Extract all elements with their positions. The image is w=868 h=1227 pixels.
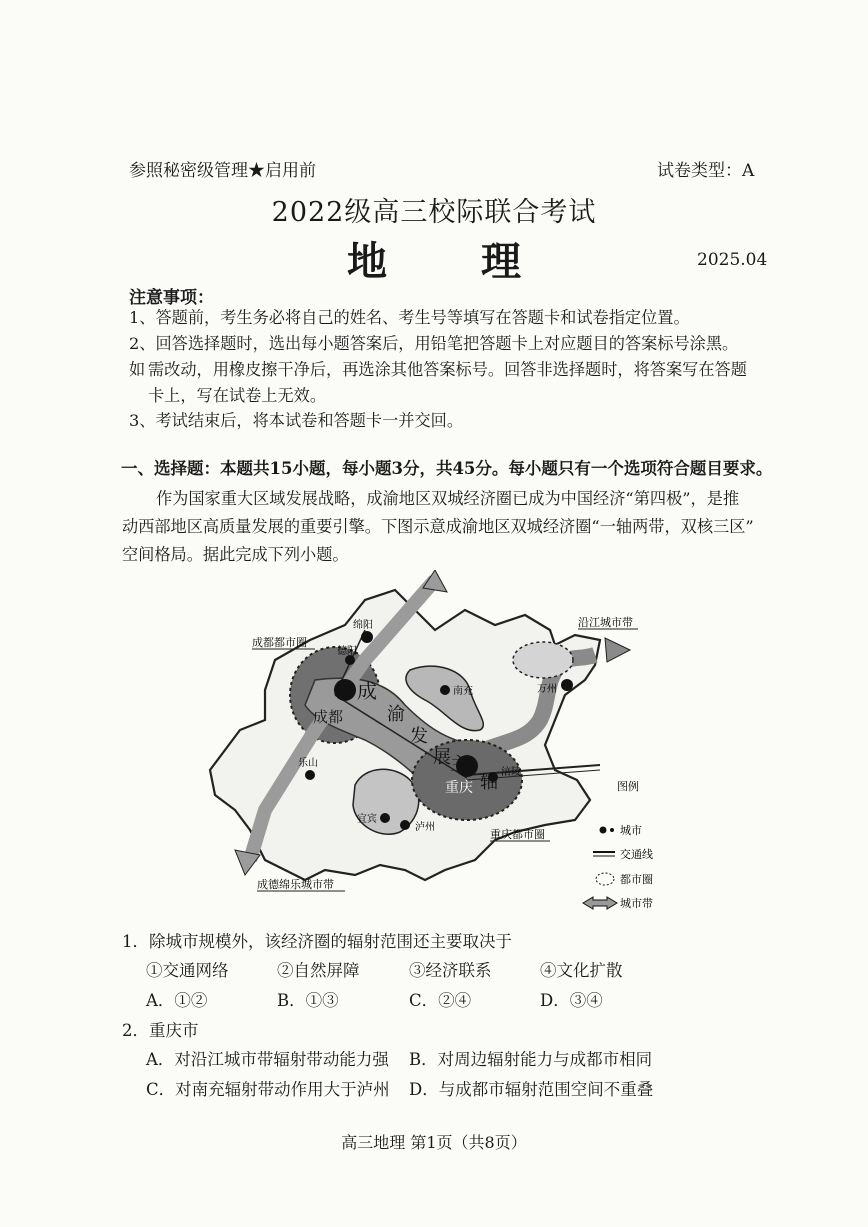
city-label: 南充 (453, 686, 473, 697)
city-dot (380, 813, 390, 823)
option-a[interactable]: A．对沿江城市带辐射带动能力强 (146, 1050, 389, 1069)
city-label: 乐山 (298, 758, 318, 769)
yanjiang-label: 沿江城市带 (578, 616, 633, 629)
question-2-stem: 2．重庆市 (122, 1021, 199, 1040)
intro-line: 空间格局。据此完成下列小题。 (122, 545, 349, 564)
chengdeyle-label: 成德绵乐城市带 (257, 878, 334, 891)
axis-char: 展 (433, 747, 451, 768)
confidentiality-label: 参照秘密级管理★启用前 (129, 161, 316, 181)
option-d[interactable]: D．③④ (540, 991, 603, 1010)
note-item (129, 305, 749, 331)
option-c[interactable]: C．②④ (409, 991, 472, 1010)
city-dot (561, 679, 573, 691)
note-number: 3、 (129, 411, 156, 430)
axis-char: 渝 (387, 704, 405, 725)
map-legend (583, 779, 653, 910)
axis-char: 主 (450, 754, 468, 775)
city-label: 宜宾 (357, 814, 377, 825)
option-c[interactable]: C．对南充辐射带动作用大于泸州 (146, 1080, 390, 1099)
note-continuation: 需改动，用橡皮擦干净后，再选涂其他答案标号。回答非选择题时，将答案写在答题 (148, 360, 747, 379)
choice-item: ③经济联系 (409, 961, 492, 980)
city-label: 德阳 (337, 646, 357, 657)
note-number: 1、 (129, 308, 156, 327)
chengdu-label: 成都 (313, 708, 344, 726)
city-label: 万州 (537, 684, 557, 695)
choice-item: ②自然屏障 (277, 961, 360, 980)
legend-belt: 城市带 (620, 897, 653, 910)
city-dot (400, 820, 410, 830)
note-text: 考试结束后，将本试卷和答题卡一并交回。 (155, 411, 464, 430)
city-dot (305, 770, 315, 780)
option-b[interactable]: B．①③ (277, 991, 339, 1010)
subject-title: 地 理 (347, 238, 561, 285)
belt-arrow-tail (235, 850, 260, 875)
chengdu-metro-label: 成都都市圈 (252, 636, 307, 649)
axis-char: 发 (410, 726, 428, 747)
exam-date: 2025.04 (697, 250, 768, 270)
exam-title: 2022级高三校际联合考试 (271, 197, 597, 228)
notes-title: 注意事项： (129, 288, 214, 308)
choice-item: ④文化扩散 (540, 961, 623, 980)
note-continuation: 卡上，写在试卷上无效。 (148, 386, 327, 405)
chongqing-metro-label: 重庆都市圈 (490, 828, 545, 841)
yanjiang-arrow-head (605, 638, 630, 662)
section-heading: 一、选择题：本题共15小题，每小题3分，共45分。每小题只有一个选项符合题目要求。 (121, 459, 773, 478)
chongqing-label: 重庆 (445, 780, 473, 796)
question-1-stem: 1．除城市规模外，该经济圈的辐射范围还主要取决于 (122, 932, 512, 951)
wanzhou-area (513, 642, 573, 678)
intro-line: 动西部地区高质量发展的重要引擎。下图示意成渝地区双城经济圈“一轴两带，双核三区” (122, 517, 754, 536)
legend-title: 图例 (617, 780, 639, 793)
legend-city: 城市 (620, 824, 642, 837)
city-label: 绵阳 (353, 620, 373, 631)
city-dot (361, 631, 373, 643)
city-dot (440, 685, 450, 695)
axis-char: 轴 (480, 772, 498, 793)
chengyu-economic-circle-map (205, 570, 665, 910)
note-number: 2、 (129, 334, 156, 353)
note-item (129, 408, 749, 434)
paper-type-label: 试卷类型：A (657, 161, 755, 181)
option-d[interactable]: D．与成都市辐射范围空间不重叠 (409, 1080, 654, 1099)
note-text: 回答选择题时，选出每小题答案后，用铅笔把答题卡上对应题目的答案标号涂黑。如 (129, 334, 739, 379)
option-a[interactable]: A．①② (146, 991, 208, 1010)
city-dot (334, 679, 356, 701)
legend-metro: 都市圈 (620, 873, 653, 886)
note-text: 答题前，考生务必将自己的姓名、考生号等填写在答题卡和试卷指定位置。 (155, 308, 690, 327)
city-label: 泸州 (415, 822, 435, 833)
city-label: 涪陵 (501, 767, 521, 778)
axis-char: 成 (357, 679, 377, 703)
legend-transport: 交通线 (620, 848, 653, 861)
intro-line: 作为国家重大区域发展战略，成渝地区双城经济圈已成为中国经济“第四极”，是推 (156, 489, 740, 508)
option-b[interactable]: B．对周边辐射能力与成都市相同 (409, 1050, 653, 1069)
choice-item: ①交通网络 (146, 961, 229, 980)
page-footer: 高三地理 第1页（共8页） (341, 1133, 527, 1152)
